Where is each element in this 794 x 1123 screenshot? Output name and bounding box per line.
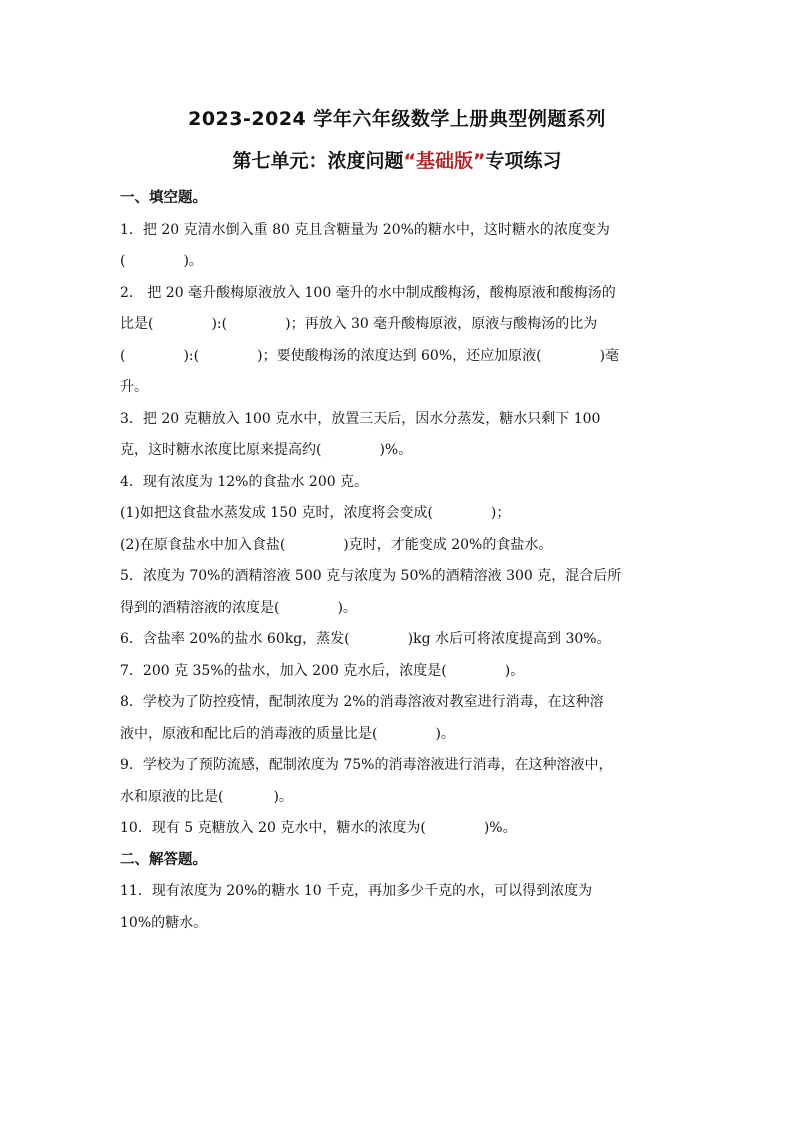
- page-subtitle: [0, 146, 794, 173]
- question-5: [120, 561, 680, 624]
- question-6: [120, 624, 680, 656]
- text-fragment: )kg 水后可将浓度提高到 30%。: [407, 631, 611, 647]
- question-2-line-2: [120, 309, 680, 341]
- text-fragment: 水和原液的比是(: [120, 788, 224, 805]
- text-fragment: )。: [183, 253, 203, 269]
- question-5-line-1: 5．浓度为 70%的酒精溶液 500 克与浓度为 50%的酒精溶液 300 克，混合后所: [120, 568, 622, 584]
- text-fragment: 比是(: [120, 316, 154, 332]
- question-10: [120, 813, 680, 845]
- text-fragment: )。: [337, 599, 357, 616]
- subtitle-accent: “基础版”: [403, 150, 486, 172]
- text-fragment: )毫: [599, 347, 620, 364]
- question-8-line-1: 8．学校为了防控疫情，配制浓度为 2%的消毒溶液对教室进行消毒，在这种溶: [120, 694, 604, 710]
- page-title: 2023-2024 学年六年级数学上册典型例题系列: [188, 108, 606, 130]
- text-fragment: 得到的酒精溶液的浓度是(: [120, 599, 280, 616]
- text-fragment: )；: [490, 505, 511, 521]
- question-11: [120, 876, 680, 939]
- text-fragment: 液中，原液和配比后的消毒液的质量比是(: [120, 725, 378, 742]
- question-2-line-1: 2． 把 20 毫升酸梅原液放入 100 毫升的水中制成酸梅汤，酸梅原液和酸梅汤的: [120, 284, 616, 301]
- section-heading-fill: 一、填空题。: [120, 190, 207, 206]
- question-3-line-1: 3．把 20 克糖放入 100 克水中，放置三天后，因水分蒸发，糖水只剩下 100: [120, 410, 601, 427]
- text-fragment: 7．200 克 35%的盐水，加入 200 克水后，浓度是(: [120, 662, 447, 679]
- text-fragment: 6．含盐率 20%的盐水 60kg，蒸发(: [120, 631, 350, 647]
- question-8: [120, 687, 680, 750]
- text-fragment: (2)在原食盐水中加入食盐(: [120, 536, 286, 553]
- question-4-part-2: [120, 530, 680, 562]
- question-1-line-2: [120, 246, 680, 278]
- question-2: [120, 278, 680, 404]
- question-4-part-1: [120, 498, 680, 530]
- text-fragment: )%。: [379, 442, 413, 458]
- question-7: [120, 656, 680, 688]
- question-1: [120, 215, 680, 278]
- question-11-line-2: 10%的糖水。: [120, 914, 208, 931]
- question-4: [120, 467, 680, 562]
- question-2-line-4: 升。: [120, 379, 148, 395]
- question-1-line-1: 1．把 20 克清水倒入重 80 克且含糖量为 20%的糖水中，这时糖水的浓度变为: [120, 221, 610, 238]
- text-fragment: )。: [435, 725, 455, 742]
- subtitle-prefix: 第七单元：浓度问题: [232, 150, 404, 172]
- question-9-line-2: [120, 782, 680, 814]
- text-fragment: )克时，才能变成 20%的食盐水。: [343, 536, 553, 553]
- text-fragment: )。: [504, 662, 525, 679]
- question-9-line-1: 9．学校为了预防流感，配制浓度为 75%的消毒溶液进行消毒，在这种溶液中，: [120, 757, 613, 773]
- question-3-line-2: [120, 435, 680, 467]
- question-2-line-3: [120, 341, 680, 373]
- question-5-line-2: [120, 593, 680, 625]
- text-fragment: (1)如把这食盐水蒸发成 150 克时，浓度将会变成(: [120, 505, 433, 521]
- text-fragment: )%。: [483, 820, 517, 836]
- text-fragment: 10．现有 5 克糖放入 20 克水中，糖水的浓度为(: [120, 820, 426, 836]
- question-11-line-1: 11．现有浓度为 20%的糖水 10 千克，再加多少千克的水，可以得到浓度为: [120, 883, 593, 899]
- question-3: [120, 404, 680, 467]
- section-heading-solve: 二、解答题。: [120, 851, 207, 868]
- question-list: [120, 183, 680, 939]
- question-8-line-2: [120, 719, 680, 751]
- text-fragment: )；再放入 30 毫升酸梅原液，原液与酸梅汤的比为: [285, 316, 598, 332]
- text-fragment: )；要使酸梅汤的浓度达到 60%，还应加原液(: [257, 347, 542, 364]
- text-fragment: )。: [273, 788, 293, 805]
- question-9: [120, 750, 680, 813]
- text-fragment: ):(: [211, 316, 228, 332]
- question-4-line-1: 4．现有浓度为 12%的食盐水 200 克。: [120, 473, 369, 490]
- text-fragment: (: [120, 253, 126, 269]
- text-fragment: 克，这时糖水浓度比原来提高约(: [120, 442, 322, 458]
- text-fragment: (: [120, 347, 126, 364]
- subtitle-suffix: 专项练习: [485, 150, 562, 172]
- text-fragment: ):(: [183, 347, 200, 364]
